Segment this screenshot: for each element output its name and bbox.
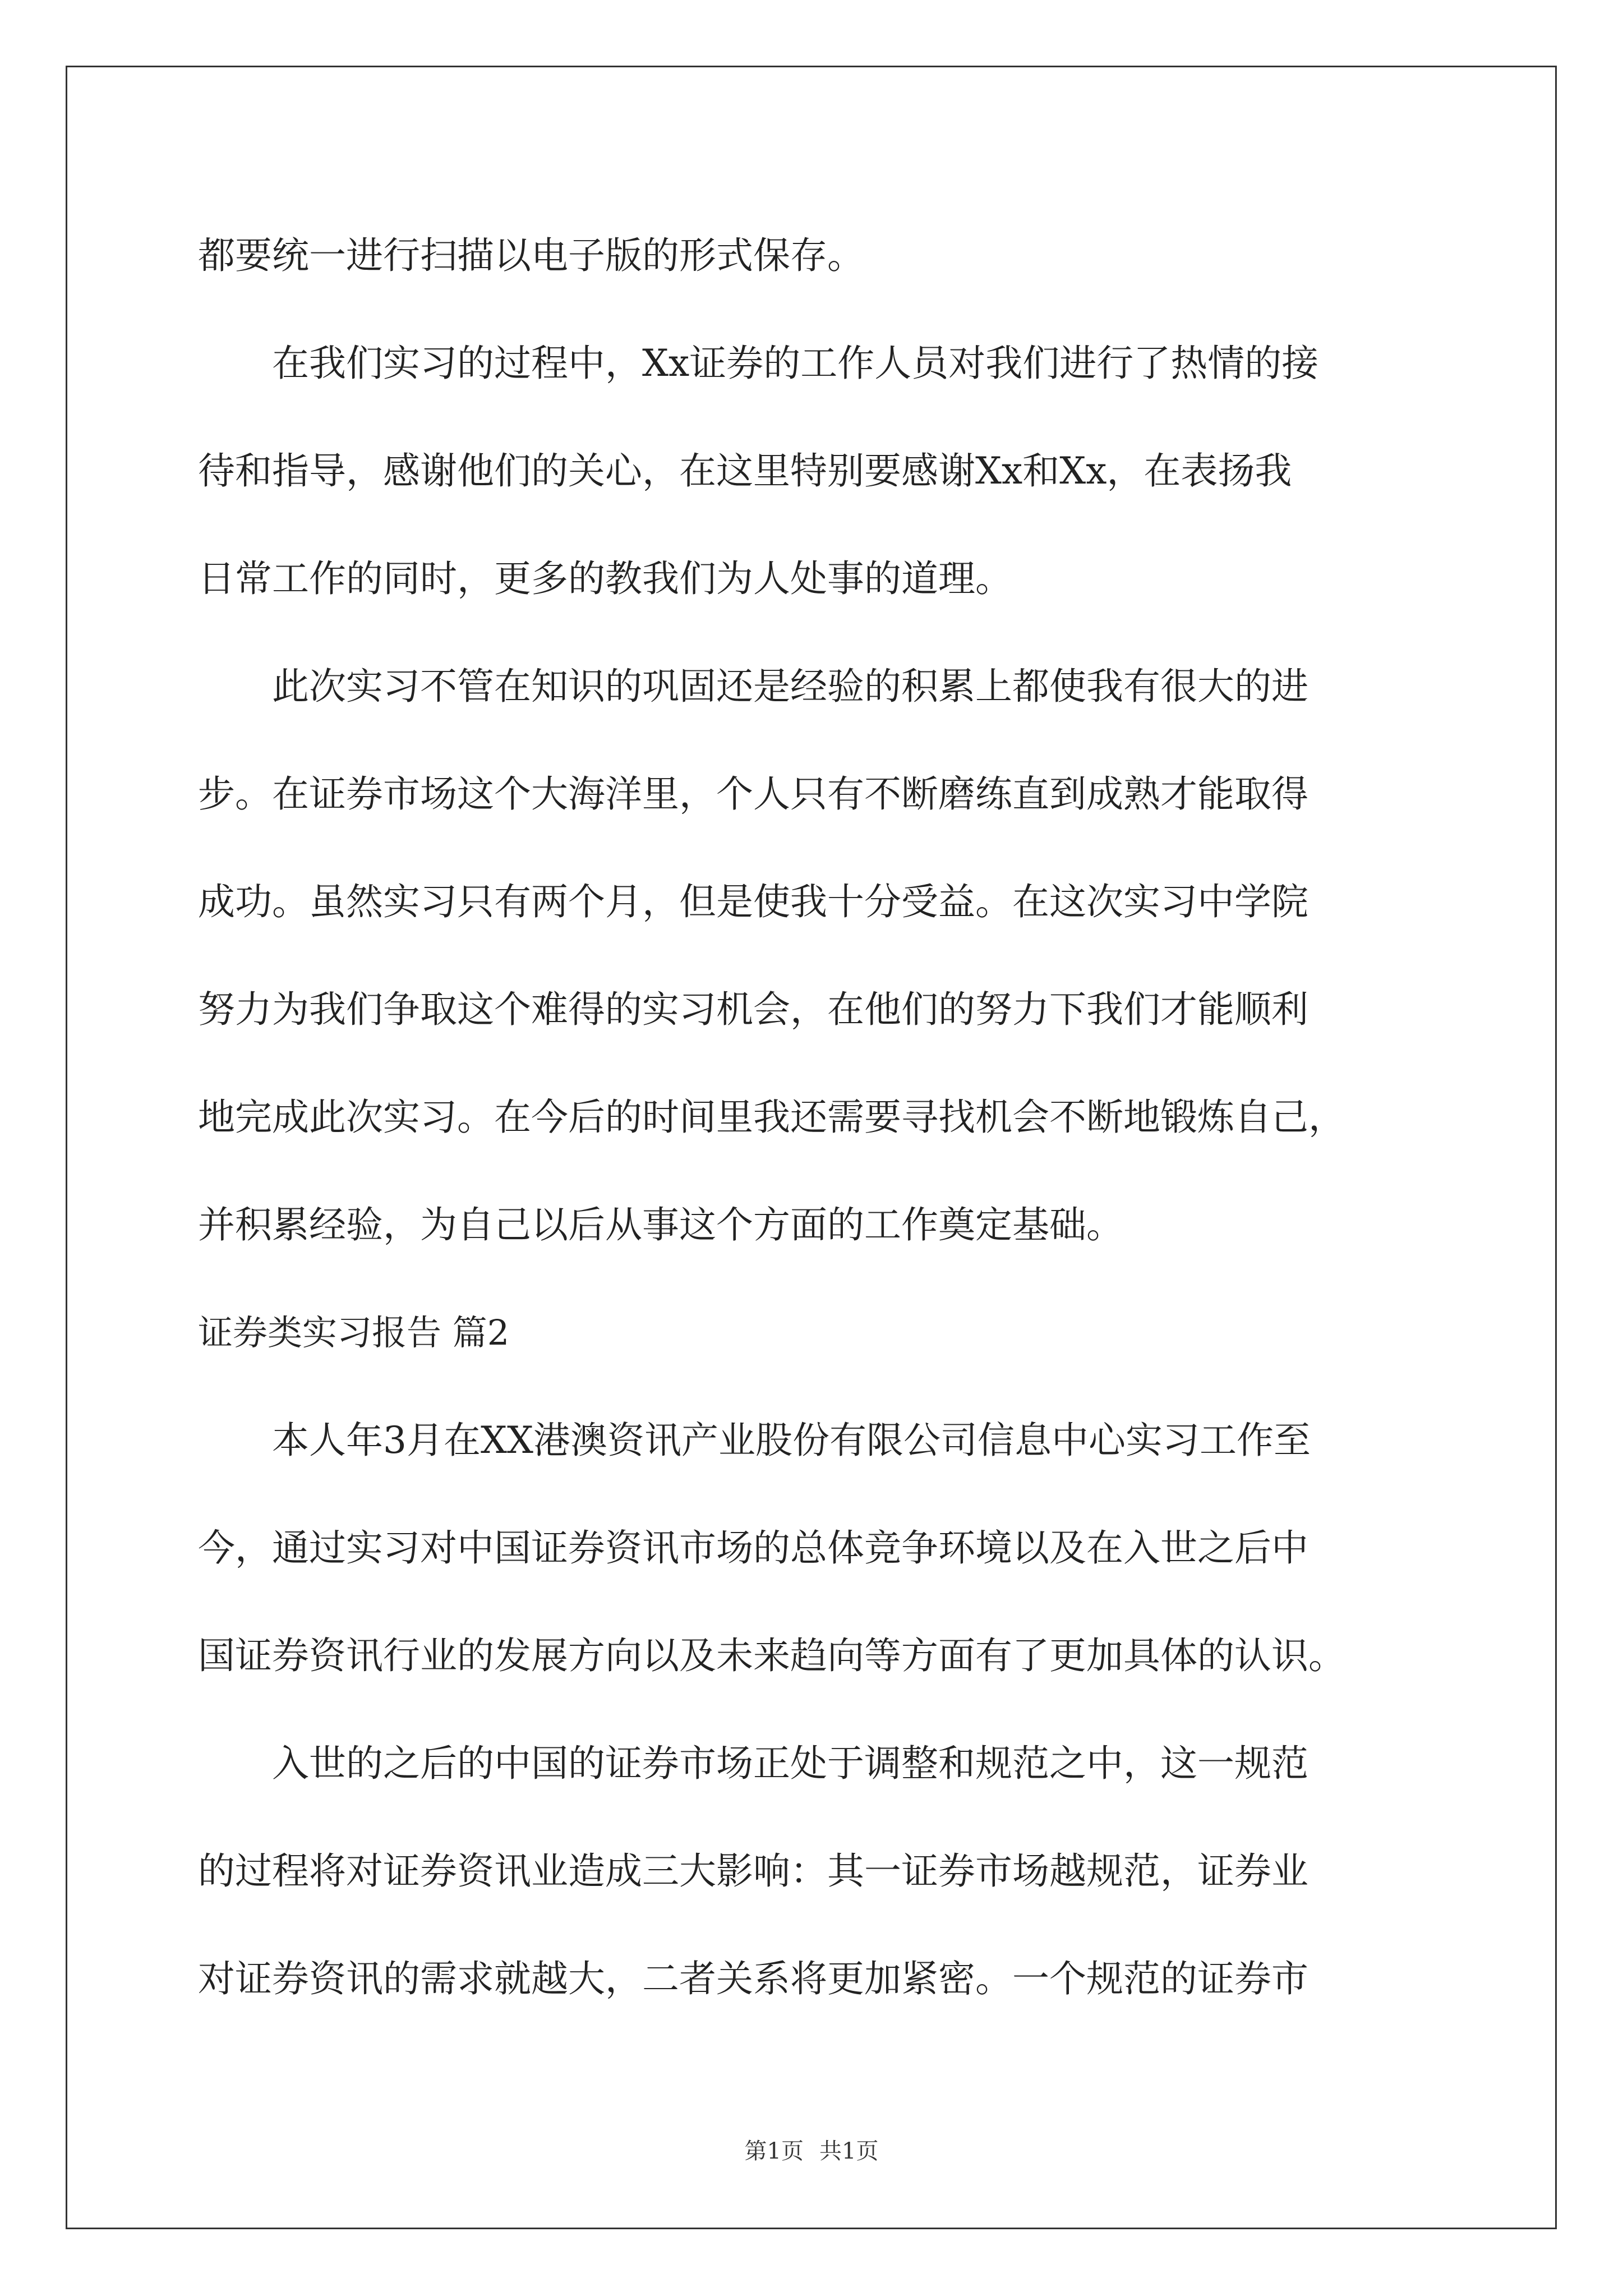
text-line: 努力为我们争取这个难得的实习机会，在他们的努力下我们才能顺利 bbox=[198, 988, 1308, 1031]
section-heading: 证券类实习报告 篇2 bbox=[198, 1312, 510, 1353]
text-line: 在我们实习的过程中，Xx证券的工作人员对我们进行了热情的接 bbox=[272, 342, 1319, 385]
text-line: 国证券资讯行业的发展方向以及未来趋向等方面有了更加具体的认识。 bbox=[198, 1634, 1345, 1677]
text-line: 本人年3月在XX港澳资讯产业股份有限公司信息中心实习工作至 bbox=[272, 1419, 1311, 1462]
text-line: 并积累经验，为自己以后从事这个方面的工作奠定基础。 bbox=[198, 1203, 1123, 1246]
text-line: 入世的之后的中国的证券市场正处于调整和规范之中，这一规范 bbox=[272, 1742, 1308, 1785]
text-line: 成功。虽然实习只有两个月，但是使我十分受益。在这次实习中学院 bbox=[198, 880, 1308, 923]
text-line: 此次实习不管在知识的巩固还是经验的积累上都使我有很大的进 bbox=[272, 665, 1308, 708]
text-line: 日常工作的同时，更多的教我们为人处事的道理。 bbox=[198, 557, 1012, 600]
text-line: 待和指导，感谢他们的关心，在这里特别要感谢Xx和Xx，在表扬我 bbox=[198, 449, 1292, 493]
page-total: 共1页 bbox=[819, 2138, 879, 2164]
text-line: 对证券资讯的需求就越大，二者关系将更加紧密。一个规范的证券市 bbox=[198, 1957, 1308, 2000]
page-footer bbox=[0, 2134, 1623, 2168]
text-line: 步。在证券市场这个大海洋里，个人只有不断磨练直到成熟才能取得 bbox=[198, 772, 1308, 816]
text-line: 的过程将对证券资讯业造成三大影响：其一证券市场越规范，证券业 bbox=[198, 1849, 1308, 1893]
document-body bbox=[198, 202, 1432, 2033]
text-line: 地完成此次实习。在今后的时间里我还需要寻找机会不断地锻炼自己， bbox=[198, 1096, 1345, 1139]
text-line: 都要统一进行扫描以电子版的形式保存。 bbox=[198, 234, 864, 277]
text-line: 今，通过实习对中国证券资讯市场的总体竞争环境以及在入世之后中 bbox=[198, 1526, 1308, 1570]
page-number: 第1页 bbox=[744, 2138, 804, 2164]
